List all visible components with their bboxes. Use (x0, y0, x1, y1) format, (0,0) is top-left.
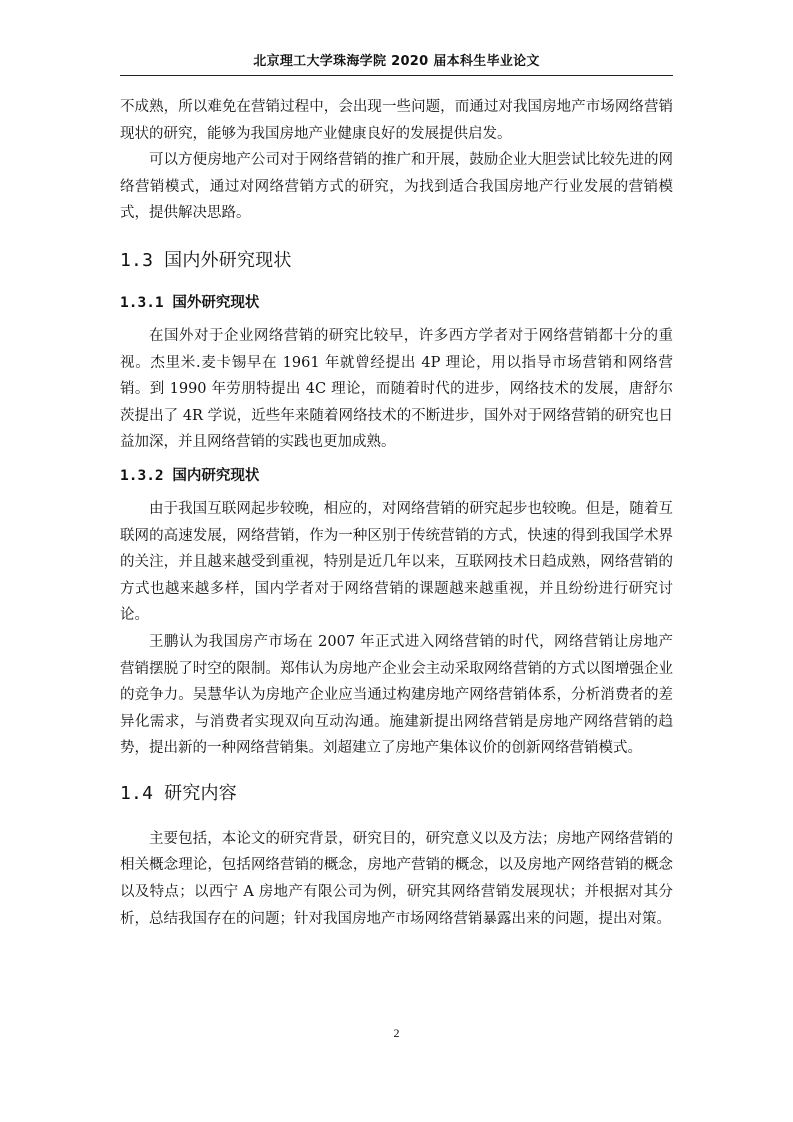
paragraph-significance: 可以方便房地产公司对于网络营销的推广和开展，鼓励企业大胆尝试比较先进的网络营销模式，通过对网络营销方式的研究，为找到适合我国房地产行业发展的营销模式，提供解决思路。 (120, 152, 673, 222)
paragraph-domestic-scholars: 王鹏认为我国房产市场在 2007 年正式进入网络营销的时代，网络营销让房地产营销摆脱了时空的限制。郑伟认为房地产企业会主动采取网络营销的方式以图增强企业的竞争力。吴慧华认为房地产企业应当通过构建房地产网络营销体系，分析消费者的差异化需求，与消费者实现双向互动沟通。施建新提出网络营销是房地产网络营销的趋势，提出新的一种网络营销集。刘超建立了房地产集体议价的创新网络营销模式。 (120, 633, 673, 757)
paragraph-domestic-research: 由于我国互联网起步较晚，相应的，对网络营销的研究起步也较晚。但是，随着互联网的高速发展，网络营销，作为一种区别于传统营销的方式，快速的得到我国学术界的关注，并且越来越受到重视，特别是近几年以来，互联网技术日趋成熟，网络营销的方式也越来越多样，国内学者对于网络营销的课题越来越重视，并且纷纷进行研究讨论。 (120, 500, 673, 624)
paragraph-continuation: 不成熟，所以难免在营销过程中，会出现一些问题，而通过对我国房地产市场网络营销现状的研究，能够为我国房地产业健康良好的发展提供启发。 (120, 99, 673, 142)
page-body (120, 94, 673, 932)
subsection-heading-1-3-2: 1.3.2 国内研究现状 (120, 467, 260, 484)
section-heading-1-3: 1.3 国内外研究现状 (120, 249, 292, 271)
page-number: 2 (393, 1026, 400, 1040)
paragraph-research-content: 主要包括，本论文的研究背景，研究目的，研究意义以及方法；房地产网络营销的相关概念理论，包括网络营销的概念，房地产营销的概念，以及房地产网络营销的概念以及特点；以西宁 A 房地产有限公司为例，研究其网络营销发展现状；并根据对其分析，总结我国存在的问题；针对我国房地产市场网络营销暴露出来的问题，提出对策。 (120, 830, 673, 927)
header-rule (120, 75, 673, 76)
running-header: 北京理工大学珠海学院 2020 届本科生毕业论文 (253, 54, 540, 69)
subsection-heading-1-3-1: 1.3.1 国外研究现状 (120, 294, 260, 311)
paragraph-foreign-research: 在国外对于企业网络营销的研究比较早，许多西方学者对于网络营销都十分的重视。杰里米.麦卡锡早在 1961 年就曾经提出 4P 理论，用以指导市场营销和网络营销。到 1990 年劳朋特提出 4C 理论，而随着时代的进步，网络技术的发展，唐舒尔茨提出了 4R 学说，近些年来随着网络技术的不断进步，国外对于网络营销的研究也日益加深，并且网络营销的实践也更加成熟。 (120, 327, 673, 451)
section-heading-1-4: 1.4 研究内容 (120, 782, 237, 804)
